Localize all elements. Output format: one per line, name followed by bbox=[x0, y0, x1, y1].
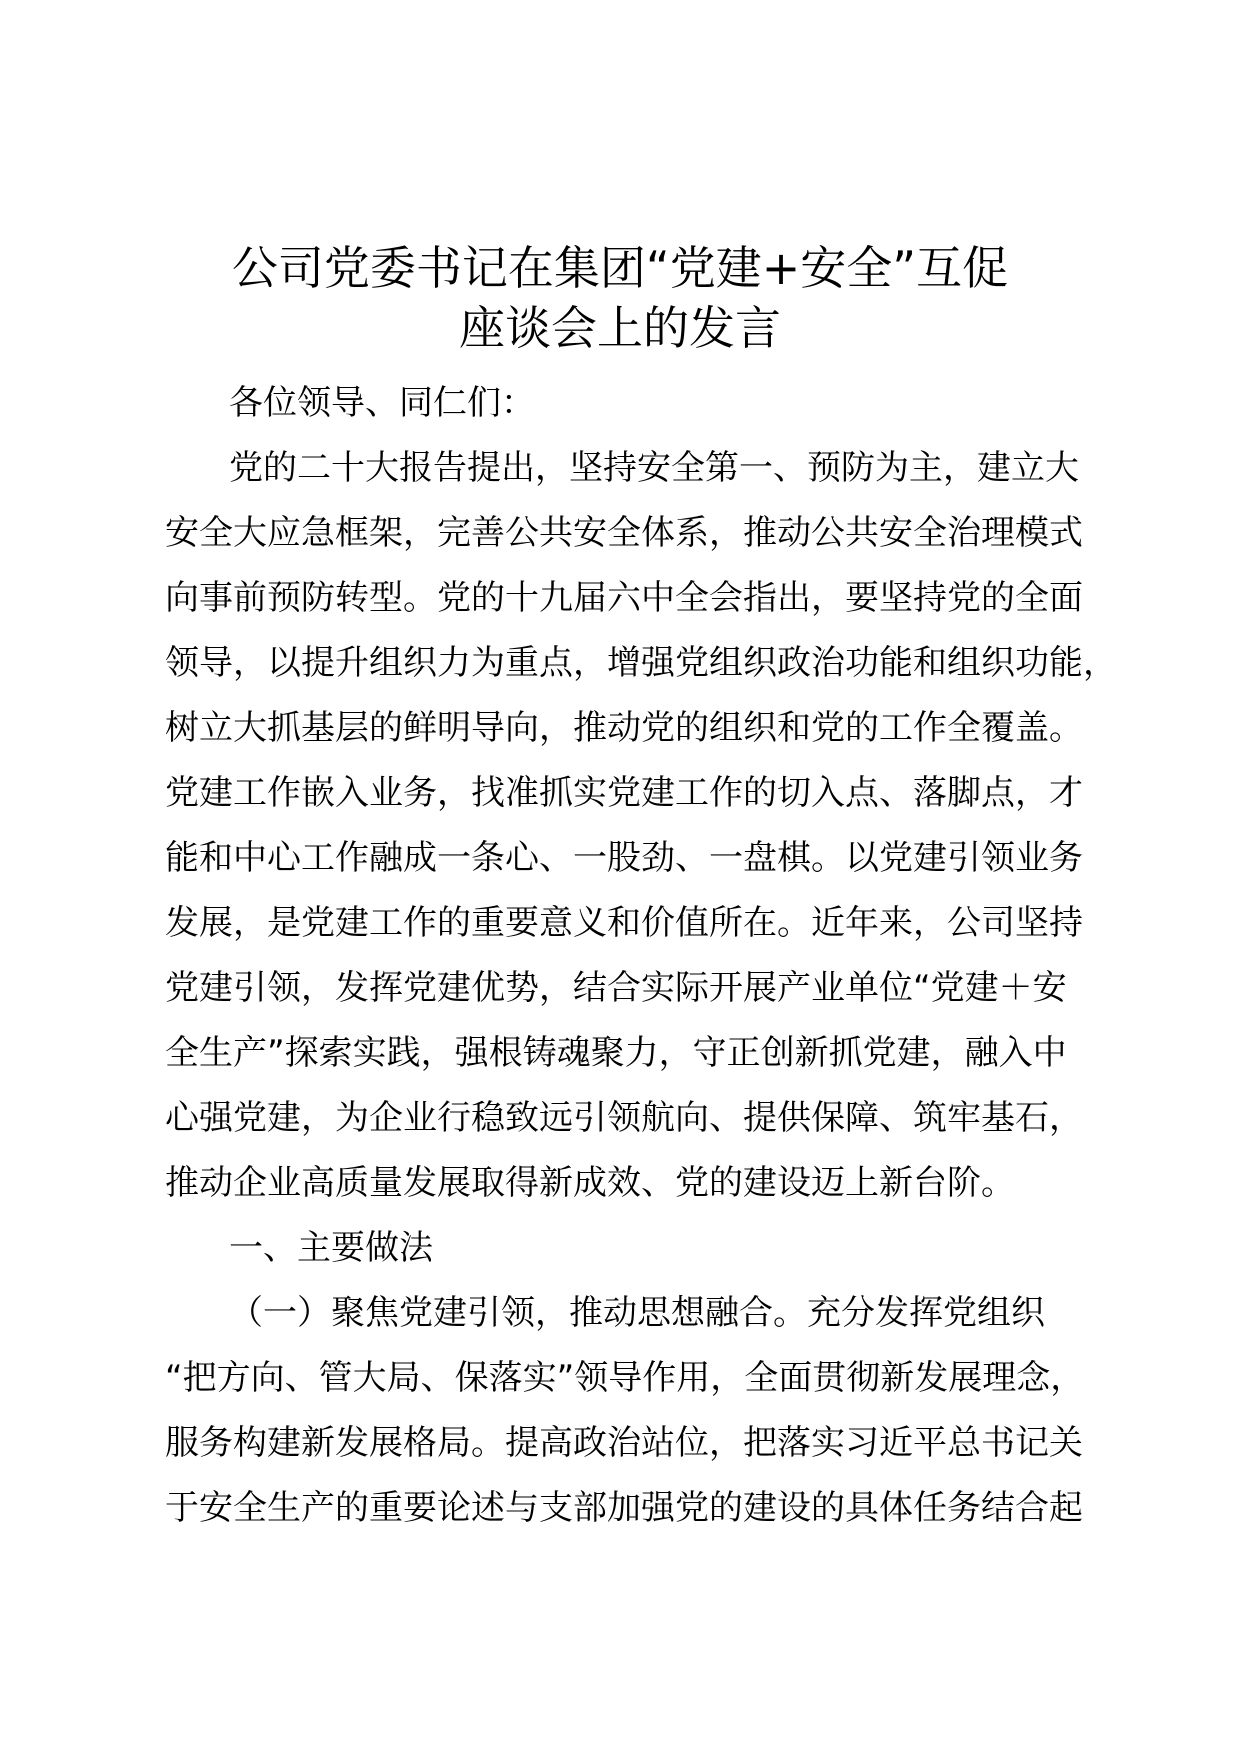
paragraph-line: 安全大应急框架，完善公共安全体系，推动公共安全治理模式 bbox=[165, 513, 1083, 553]
document-title bbox=[165, 238, 1075, 358]
paragraph-line: 领导，以提升组织力为重点，增强党组织政治功能和组织功能， bbox=[165, 643, 1117, 683]
title-line-1: 公司党委书记在集团“党建+安全”互促 bbox=[231, 241, 1009, 295]
paragraph-line: 发展，是党建工作的重要意义和价值所在。近年来，公司坚持 bbox=[165, 903, 1083, 943]
paragraph-2 bbox=[165, 1281, 1100, 1541]
paragraph-line: 党建工作嵌入业务，找准抓实党建工作的切入点、落脚点，才 bbox=[165, 773, 1083, 813]
paragraph-line: 心强党建，为企业行稳致远引领航向、提供保障、筑牢基石， bbox=[165, 1098, 1083, 1138]
document-body bbox=[165, 371, 1117, 1541]
paragraph-1 bbox=[165, 436, 1117, 1216]
paragraph-line: 于安全生产的重要论述与支部加强党的建设的具体任务结合起 bbox=[165, 1488, 1083, 1528]
paragraph-line: 党建引领，发挥党建优势，结合实际开展产业单位“党建＋安 bbox=[165, 968, 1067, 1008]
paragraph-line: 向事前预防转型。党的十九届六中全会指出，要坚持党的全面 bbox=[165, 578, 1083, 618]
paragraph-line: 能和中心工作融成一条心、一股劲、一盘棋。以党建引领业务 bbox=[165, 838, 1083, 878]
paragraph-line: 全生产”探索实践，强根铸魂聚力，守正创新抓党建，融入中 bbox=[165, 1033, 1067, 1073]
paragraph-line: 党的二十大报告提出，坚持安全第一、预防为主，建立大 bbox=[229, 448, 1079, 488]
paragraph-line: （一）聚焦党建引领，推动思想融合。充分发挥党组织 bbox=[229, 1293, 1045, 1333]
salutation: 各位领导、同仁们： bbox=[229, 383, 535, 423]
section-heading: 一、主要做法 bbox=[229, 1228, 433, 1268]
paragraph-line: 推动企业高质量发展取得新成效、党的建设迈上新台阶。 bbox=[165, 1163, 1015, 1203]
paragraph-line: “把方向、管大局、保落实”领导作用，全面贯彻新发展理念， bbox=[165, 1358, 1085, 1398]
title-line-2: 座谈会上的发言 bbox=[459, 301, 781, 355]
paragraph-line: 服务构建新发展格局。提高政治站位，把落实习近平总书记关 bbox=[165, 1423, 1083, 1463]
paragraph-line: 树立大抓基层的鲜明导向，推动党的组织和党的工作全覆盖。 bbox=[165, 708, 1083, 748]
